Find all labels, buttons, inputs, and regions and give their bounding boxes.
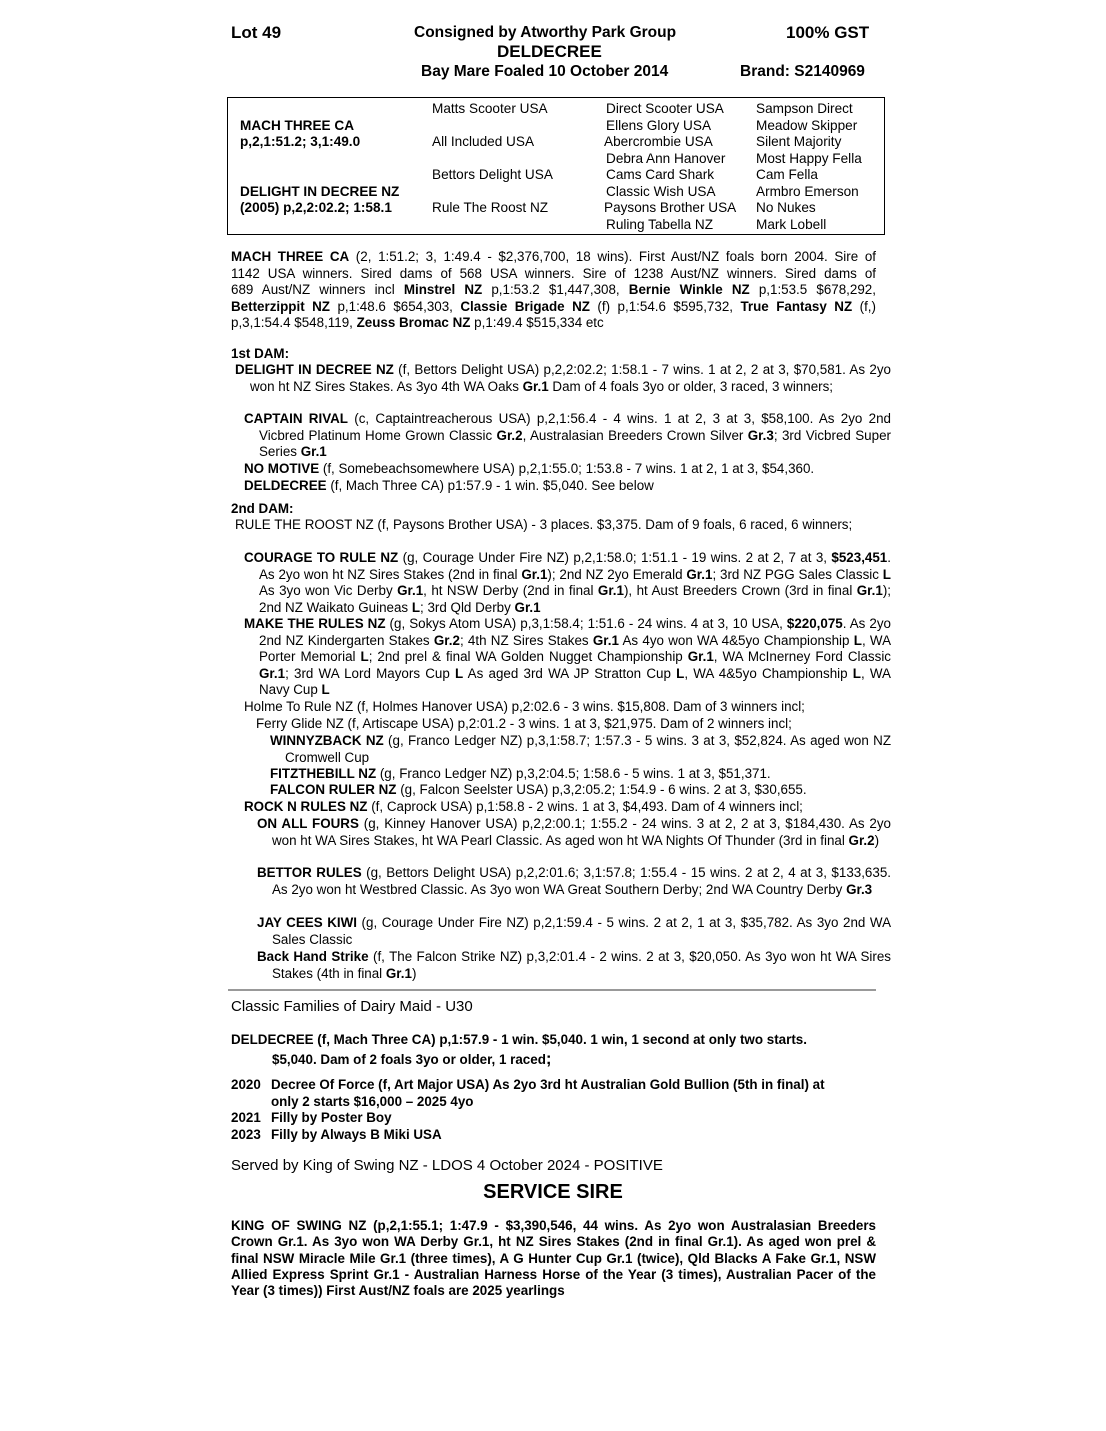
text-run: (g, Franco Ledger NZ) p,3,1:58.7; 1:57.3 - 5 wins. 3 at 3, $52,824. As aged won NZ Cromwell Cup xyxy=(285,733,891,765)
foal-details: Decree Of Force (f, Art Major USA) As 2yo 3rd ht Australian Gold Bullion (5th in final) at xyxy=(271,1077,825,1092)
progeny-entry xyxy=(244,616,891,699)
family-line: Classic Families of Dairy Maid - U30 xyxy=(231,998,473,1015)
pedigree-ancestor: Cam Fella xyxy=(756,167,818,182)
race-grade: Gr.3 xyxy=(846,881,873,897)
text-run: (g, Sokys Atom USA) p,3,1:58.4; 1:51.6 - 24 wins. 4 at 3, 10 USA, xyxy=(385,616,787,631)
text-run: , WA Porter Memorial xyxy=(259,632,891,665)
horse-name: FITZTHEBILL NZ xyxy=(270,766,377,781)
race-grade: Gr.1 xyxy=(856,583,883,599)
text-run: ) xyxy=(411,965,417,981)
pedigree-ancestor: Paysons Brother USA xyxy=(604,200,737,215)
text-run: ; 3rd Qld Derby xyxy=(420,599,515,615)
pedigree-ancestor: Silent Majority xyxy=(756,134,842,149)
progeny-entry xyxy=(244,799,884,816)
sire-summary xyxy=(231,249,876,332)
progeny-entry: Ferry Glide NZ (f, Artiscape USA) p,2:01.2 - 3 wins. 1 at 3, $21,975. Dam of 2 winners incl; xyxy=(256,716,792,731)
progeny-entry xyxy=(257,949,891,982)
pedigree-grandsire: Bettors Delight USA xyxy=(432,167,553,182)
second-dam-entry: RULE THE ROOST NZ (f, Paysons Brother USA) - 3 places. $3,375. Dam of 9 foals, 6 raced, 6 winners; xyxy=(235,517,853,532)
horse-description: Bay Mare Foaled 10 October 2014 xyxy=(421,63,669,80)
text-run: (g, Falcon Seelster USA) p,3,2:05.2; 1:54.9 - 6 wins. 2 at 3, $30,655. xyxy=(396,782,807,797)
text-run: p,1:49.4 $515,334 etc xyxy=(470,315,604,331)
progeny-entry xyxy=(244,550,891,616)
race-grade: Gr.1 xyxy=(687,649,714,665)
pedigree-sire: MACH THREE CA xyxy=(240,118,355,133)
progeny-entry xyxy=(257,915,891,948)
text-run: ; 3rd NZ PGG Sales Classic xyxy=(712,566,883,582)
race-grade: Gr.2 xyxy=(496,427,523,443)
text-run: p,1:53.5 $678,292, xyxy=(749,282,876,298)
race-grade: L xyxy=(360,649,369,665)
text-line xyxy=(231,266,876,283)
sire-name: MACH THREE CA xyxy=(231,249,350,264)
foal-item xyxy=(231,1110,876,1127)
section-divider xyxy=(228,989,876,991)
pedigree-ancestor: Debra Ann Hanover xyxy=(606,151,726,166)
progeny-name: Bernie Winkle NZ xyxy=(628,282,750,298)
horse-name: Back Hand Strike xyxy=(257,949,369,964)
pedigree-ancestor: Abercrombie USA xyxy=(604,134,713,149)
produce-line xyxy=(231,1048,876,1069)
race-grade: L xyxy=(853,632,862,648)
progeny-name: Zeuss Bromac NZ xyxy=(356,315,471,331)
pedigree-ancestor: No Nukes xyxy=(756,200,816,215)
progeny-name: Betterzippit NZ xyxy=(231,298,330,314)
text-run: ), ht Aust Breeders Crown (3rd in final xyxy=(623,583,857,599)
text-run: (c, Captaintreacherous USA) p,2,1:56.4 - 4 wins. 1 at 2, 3 at 3, $58,100. As 2yo 2nd Vicbred Platinum Home Grown Classic xyxy=(259,411,891,443)
progeny-entry xyxy=(244,478,884,495)
race-grade: Gr.2 xyxy=(848,832,875,848)
race-grade: Gr.1 xyxy=(514,599,541,615)
pedigree-ancestor: Ellens Glory USA xyxy=(606,118,712,133)
text-run: (f, Mach Three CA) p1:57.9 - 1 win. $5,040. See below xyxy=(326,478,654,493)
progeny-entry xyxy=(270,766,910,783)
text-run: (f, Caprock USA) p,1:58.8 - 2 wins. 1 at 3, $4,493. Dam of 4 winners incl; xyxy=(367,799,803,814)
text-run: As 4yo won WA 4&5yo Championship xyxy=(618,632,854,648)
served-by: Served by King of Swing NZ - LDOS 4 October 2024 - POSITIVE xyxy=(231,1157,663,1174)
first-dam-heading: 1st DAM: xyxy=(231,346,290,361)
progeny-entry: Holme To Rule NZ (f, Holmes Hanover USA) p,2:02.6 - 3 wins. $15,808. Dam of 3 winners incl; xyxy=(244,699,805,714)
text-run: (f) p,1:54.6 $595,732, xyxy=(589,298,741,314)
pedigree-ancestor: Sampson Direct xyxy=(756,101,853,116)
text-run: , Australasian Breeders Crown Silver xyxy=(522,427,748,443)
race-grade: L xyxy=(852,665,861,681)
text-line xyxy=(231,315,876,332)
first-dam-entry xyxy=(235,362,891,395)
text-run: ; 3rd WA Lord Mayors Cup xyxy=(285,665,456,681)
progeny-entry xyxy=(244,461,884,478)
race-grade: Gr.1 xyxy=(385,965,412,981)
pedigree-granddam: All Included USA xyxy=(432,134,535,149)
text-run: ; 4th NZ Sires Stakes xyxy=(459,632,593,648)
pedigree-grandsire: Matts Scooter USA xyxy=(432,101,548,116)
race-grade: Gr.3 xyxy=(747,427,774,443)
text-run: p,1:48.6 $654,303, xyxy=(329,298,461,314)
text-run: As 3yo won Vic Derby xyxy=(259,583,398,599)
horse-name: FALCON RULER NZ xyxy=(270,782,397,797)
race-grade: Gr.2 xyxy=(433,632,460,648)
pedigree-ancestor: Ruling Tabella NZ xyxy=(606,217,714,232)
text-run: ) xyxy=(874,832,880,848)
pedigree-ancestor: Classic Wish USA xyxy=(606,184,716,199)
text-run: , WA McInerney Ford Classic xyxy=(713,649,891,665)
pedigree-ancestor: Direct Scooter USA xyxy=(606,101,724,116)
race-grade: Gr.1 xyxy=(521,566,548,582)
pedigree-ancestor: Meadow Skipper xyxy=(756,118,858,133)
horse-name: WINNYZBACK NZ xyxy=(270,733,384,748)
foal-details: Filly by Poster Boy xyxy=(271,1110,392,1126)
progeny-entry xyxy=(257,865,891,898)
service-sire-details: KING OF SWING NZ (p,2,1:55.1; 1:47.9 - $3,390,546, 44 wins. As 2yo won Australasian Breeders Crown Gr.1. As 3yo won WA Derby Gr.1, ht NZ Sires Stakes (2nd in final Gr.1). As aged won prel & final NSW Miracle Mile Gr.1 (three times), A G Hunter Cup Gr.1 (twice), Qld Blacks A Fake Gr.1, NSW Allied Express Sprint Gr.1 - Australian Harness Horse of the Year (3 times), Australian Pacer of the Year (3 times)) First Aust/NZ foals are 2025 yearlings xyxy=(231,1218,876,1299)
text-run: (2, 1:51.2; 3, 1:49.4 - $2,376,700, 18 wins). First Aust/NZ foals born 2004. Sire of xyxy=(349,249,876,264)
race-grade: Gr.1 xyxy=(592,632,619,648)
text-line xyxy=(231,299,876,316)
horse-name: DELIGHT IN DECREE NZ xyxy=(235,362,394,377)
text-run: . As 2yo 2nd NZ Kindergarten Stakes xyxy=(259,616,891,648)
text-line xyxy=(231,249,876,266)
race-grade: Gr.1 xyxy=(522,378,549,394)
race-grade: Gr.1 xyxy=(300,444,327,460)
text-run: ; 2nd prel & final WA Golden Nugget Championship xyxy=(368,649,688,665)
text-run: $5,040. Dam of 2 foals 3yo or older, 1 raced xyxy=(272,1051,546,1067)
progeny-entry xyxy=(244,411,891,461)
race-grade: L xyxy=(411,599,421,615)
race-grade: Gr.1 xyxy=(597,583,624,599)
text-run: 689 Aust/NZ winners incl xyxy=(231,282,404,298)
text-run: (f, Somebeachsomewhere USA) p,2,1:55.0; 1:53.8 - 7 wins. 1 at 2, 1 at 3, $54,360. xyxy=(319,461,815,476)
produce-record xyxy=(231,1032,876,1068)
second-dam-heading: 2nd DAM: xyxy=(231,501,294,516)
text-run: (f, The Falcon Strike NZ) p,3,2:01.4 - 2 wins. 2 at 3, $20,050. As 3yo won ht WA Sires Stakes (4th in final xyxy=(272,949,891,981)
progeny-name: Classie Brigade NZ xyxy=(460,298,590,314)
text-run: . As 2yo won ht NZ Sires Stakes (2nd in final xyxy=(259,550,891,582)
horse-name: ROCK N RULES NZ xyxy=(244,799,368,814)
text-run: (g, Courage Under Fire NZ) p,2,1:59.4 - 5 wins. 2 at 2, 1 at 3, $35,782. As 3yo 2nd WA Sales Classic xyxy=(272,915,891,947)
produce-line: DELDECREE (f, Mach Three CA) p,1:57.9 - 1 win. $5,040. 1 win, 1 second at only two starts. xyxy=(231,1032,807,1047)
pedigree-ancestor: Cams Card Shark xyxy=(606,167,715,182)
horse-name: COURAGE TO RULE NZ xyxy=(244,550,399,565)
race-grade: Gr.1 xyxy=(259,665,286,681)
horse-name: JAY CEES KIWI xyxy=(257,915,357,930)
gst-label: 100% GST xyxy=(786,23,870,42)
text-run: As aged 3rd WA JP Stratton Cup xyxy=(463,665,677,681)
horse-name: DELDECREE xyxy=(497,42,602,61)
race-grade: L xyxy=(882,566,891,582)
text-run: p,1:53.2 $1,447,308, xyxy=(482,282,629,298)
text-run: ); 2nd NZ 2yo Emerald xyxy=(547,566,687,582)
text-run: ); 2nd NZ Waikato Guineas xyxy=(259,583,891,615)
race-grade: L xyxy=(676,665,685,681)
text-run: Dam of 4 foals 3yo or older, 3 raced, 3 winners; xyxy=(548,378,834,394)
text-run: , WA 4&5yo Championship xyxy=(684,665,853,681)
horse-name: DELDECREE xyxy=(244,478,327,493)
progeny-entry xyxy=(270,782,910,799)
brand: Brand: S2140969 xyxy=(740,63,865,80)
text-run: ; xyxy=(545,1048,552,1068)
text-run: (g, Kinney Hanover USA) p,2,2:00.1; 1:55.2 - 24 wins. 3 at 2, 2 at 3, $184,430. As 2yo won ht WA Sires Stakes, ht WA Pearl Classic. As aged won ht WA Nights Of Thunder (3rd in final xyxy=(272,816,891,848)
pedigree-dam-record: (2005) p,2,2:02.2; 1:58.1 xyxy=(240,200,392,215)
foal-item xyxy=(231,1127,876,1144)
service-sire-heading: SERVICE SIRE xyxy=(483,1181,623,1203)
stakes-earnings: $220,075 xyxy=(786,616,843,631)
race-grade: L xyxy=(455,665,464,681)
progeny-entry xyxy=(257,816,891,849)
pedigree-ancestor: Most Happy Fella xyxy=(756,151,862,166)
progeny-entry xyxy=(270,733,891,766)
pedigree-ancestor: Armbro Emerson xyxy=(756,184,859,199)
foal-details: Filly by Always B Miki USA xyxy=(271,1126,442,1142)
text-line xyxy=(231,282,876,299)
foal-item xyxy=(231,1077,876,1094)
text-run: (g, Courage Under Fire NZ) p,2,1:58.0; 1:51.1 - 19 wins. 2 at 2, 7 at 3, xyxy=(398,550,832,565)
text-run: ; 3rd Vicbred Super Series xyxy=(259,427,891,460)
race-grade: Gr.1 xyxy=(686,566,713,582)
foal-year: 2021 xyxy=(231,1110,261,1126)
pedigree-ancestor: Mark Lobell xyxy=(756,217,827,232)
progeny-name: Minstrel NZ xyxy=(403,282,483,298)
foal-list xyxy=(231,1077,876,1143)
text-run: , WA Navy Cup xyxy=(259,665,891,698)
stakes-earnings: $523,451 xyxy=(831,550,888,565)
text-run: , ht NSW Derby (2nd in final xyxy=(423,583,598,599)
horse-name: NO MOTIVE xyxy=(244,461,320,476)
horse-name: CAPTAIN RIVAL xyxy=(244,411,348,426)
text-run: (f,) xyxy=(852,298,876,314)
progeny-name: True Fantasy NZ xyxy=(740,298,853,314)
race-grade: Gr.1 xyxy=(397,583,424,599)
foal-year: 2023 xyxy=(231,1126,261,1142)
horse-name: BETTOR RULES xyxy=(257,865,362,880)
text-run: (g, Franco Ledger NZ) p,3,2:04.5; 1:58.6 - 5 wins. 1 at 3, $51,371. xyxy=(376,766,771,781)
foal-item-continued: only 2 starts $16,000 – 2025 4yo xyxy=(271,1093,474,1109)
race-grade: L xyxy=(321,682,330,698)
horse-name: ON ALL FOURS xyxy=(257,816,359,831)
horse-name: MAKE THE RULES NZ xyxy=(244,616,386,631)
text-run: 1142 USA winners. Sired dams of 568 USA winners. Sire of 1238 Aust/NZ winners. Sired dams of xyxy=(231,265,876,281)
text-run: (f, Bettors Delight USA) p,2,2:02.2; 1:58.1 - 7 wins. 1 at 2, 2 at 3, $70,581. As 2yo won ht NZ Sires Stakes. As 3yo 4th WA Oaks xyxy=(250,362,891,394)
pedigree-dam: DELIGHT IN DECREE NZ xyxy=(240,184,400,199)
pedigree-sire-record: p,2,1:51.2; 3,1:49.0 xyxy=(240,134,361,149)
foal-year: 2020 xyxy=(231,1077,261,1092)
consigner: Consigned by Atworthy Park Group xyxy=(414,24,677,41)
text-run: p,3,1:54.4 $548,119, xyxy=(231,315,357,331)
text-run: (g, Bettors Delight USA) p,2,2:01.6; 3,1:57.8; 1:55.4 - 15 wins. 2 at 2, 4 at 3, $133,635. As 2yo won ht Westbred Classic. As 3yo won WA Great Southern Derby; 2nd WA Country Derby xyxy=(272,865,891,897)
lot-number: Lot 49 xyxy=(231,23,282,42)
pedigree-granddam: Rule The Roost NZ xyxy=(432,200,549,215)
